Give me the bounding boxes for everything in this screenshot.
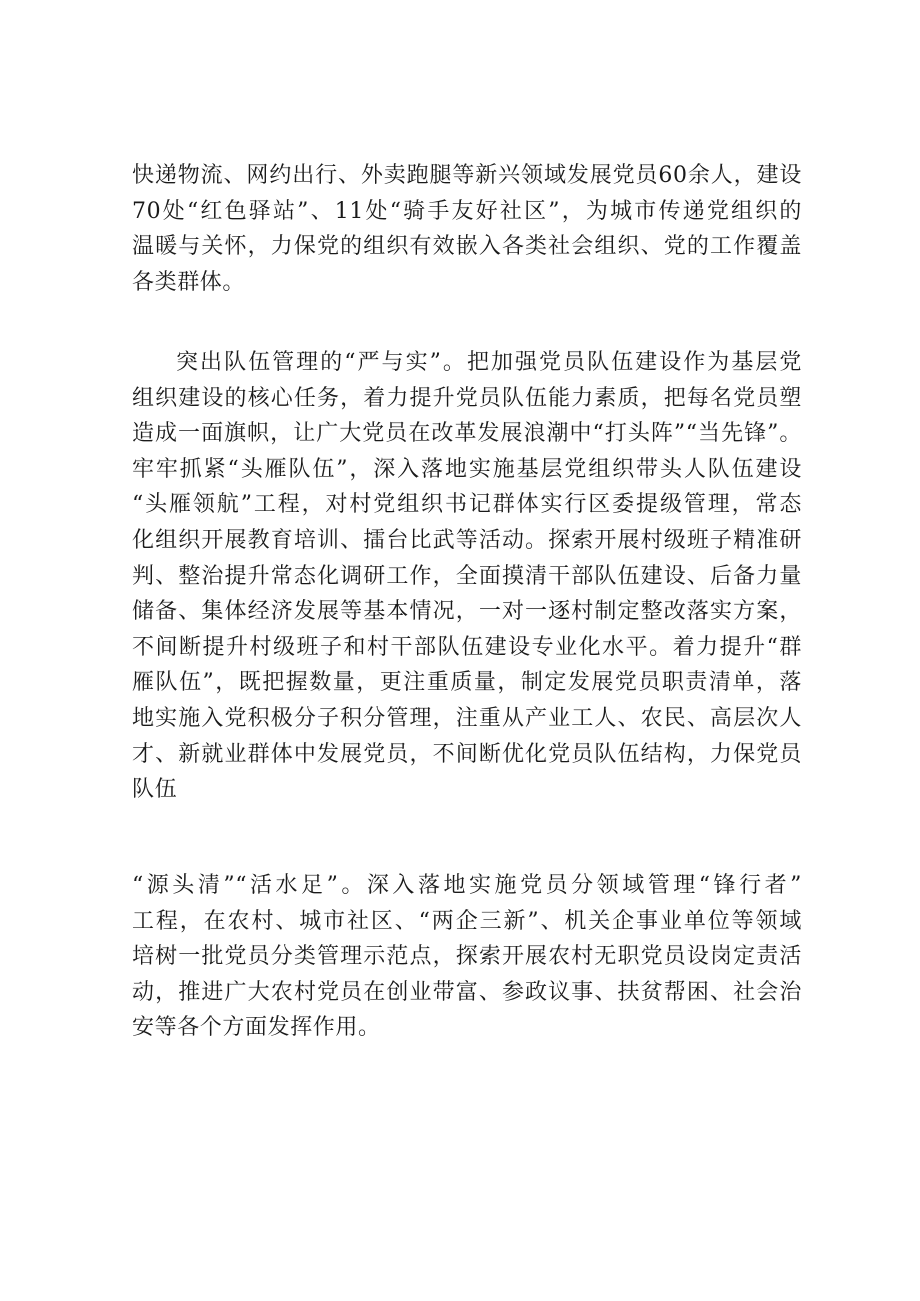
paragraph-line: 动，推进广大农村党员在创业带富、参政议事、扶贫帮困、社会治 [132, 979, 802, 1005]
paragraph-1 [132, 158, 802, 300]
paragraph-line: 工程，在农村、城市社区、“两企三新”、机关企事业单位等领域 [132, 908, 802, 934]
paragraph-line: 牢牢抓紧“头雁队伍”，深入落地实施基层党组织带头人队伍建设 [132, 456, 802, 482]
paragraph-line: 不间断提升村级班子和村干部队伍建设专业化水平。着力提升“群 [132, 634, 802, 660]
paragraph-2 [132, 345, 802, 808]
paragraph-3 [132, 868, 802, 1046]
paragraph-line: 队伍 [132, 777, 178, 803]
paragraph-line: 造成一面旗帜，让广大党员在改革发展浪潮中“打头阵”“当先锋”。 [132, 421, 802, 447]
paragraph-line: 快递物流、网约出行、外卖跑腿等新兴领域发展党员60余人，建设 [132, 163, 802, 188]
paragraph-line: 地实施入党积极分子积分管理，注重从产业工人、农民、高层次人 [132, 705, 802, 731]
paragraph-line: 组织建设的核心任务，着力提升党员队伍能力素质，把每名党员塑 [132, 385, 802, 411]
paragraph-line: “头雁领航”工程，对村党组织书记群体实行区委提级管理，常态 [132, 492, 802, 518]
paragraph-line: 才、新就业群体中发展党员，不间断优化党员队伍结构，力保党员 [132, 741, 802, 767]
paragraph-line: 储备、集体经济发展等基本情况，一对一逐村制定整改落实方案， [132, 599, 802, 625]
paragraph-line: 70处“红色驿站”、11处“骑手友好社区”，为城市传递党组织的 [132, 198, 802, 224]
paragraph-line: 温暖与关怀，力保党的组织有效嵌入各类社会组织、党的工作覆盖 [132, 234, 802, 260]
paragraph-line: 判、整治提升常态化调研工作，全面摸清干部队伍建设、后备力量 [132, 563, 802, 589]
paragraph-line: 培树一批党员分类管理示范点，探索开展农村无职党员设岗定责活 [132, 944, 802, 970]
paragraph-line: 各类群体。 [132, 269, 246, 295]
paragraph-line: 突出队伍管理的“严与实”。把加强党员队伍建设作为基层党 [176, 350, 802, 375]
paragraph-line: 雁队伍”，既把握数量，更注重质量，制定发展党员职责清单，落 [132, 670, 802, 696]
paragraph-line: “源头清”“活水足”。深入落地实施党员分领域管理“锋行者” [132, 873, 802, 898]
paragraph-line: 化组织开展教育培训、擂台比武等活动。探索开展村级班子精准研 [132, 527, 802, 553]
paragraph-line: 安等各个方面发挥作用。 [132, 1015, 381, 1041]
